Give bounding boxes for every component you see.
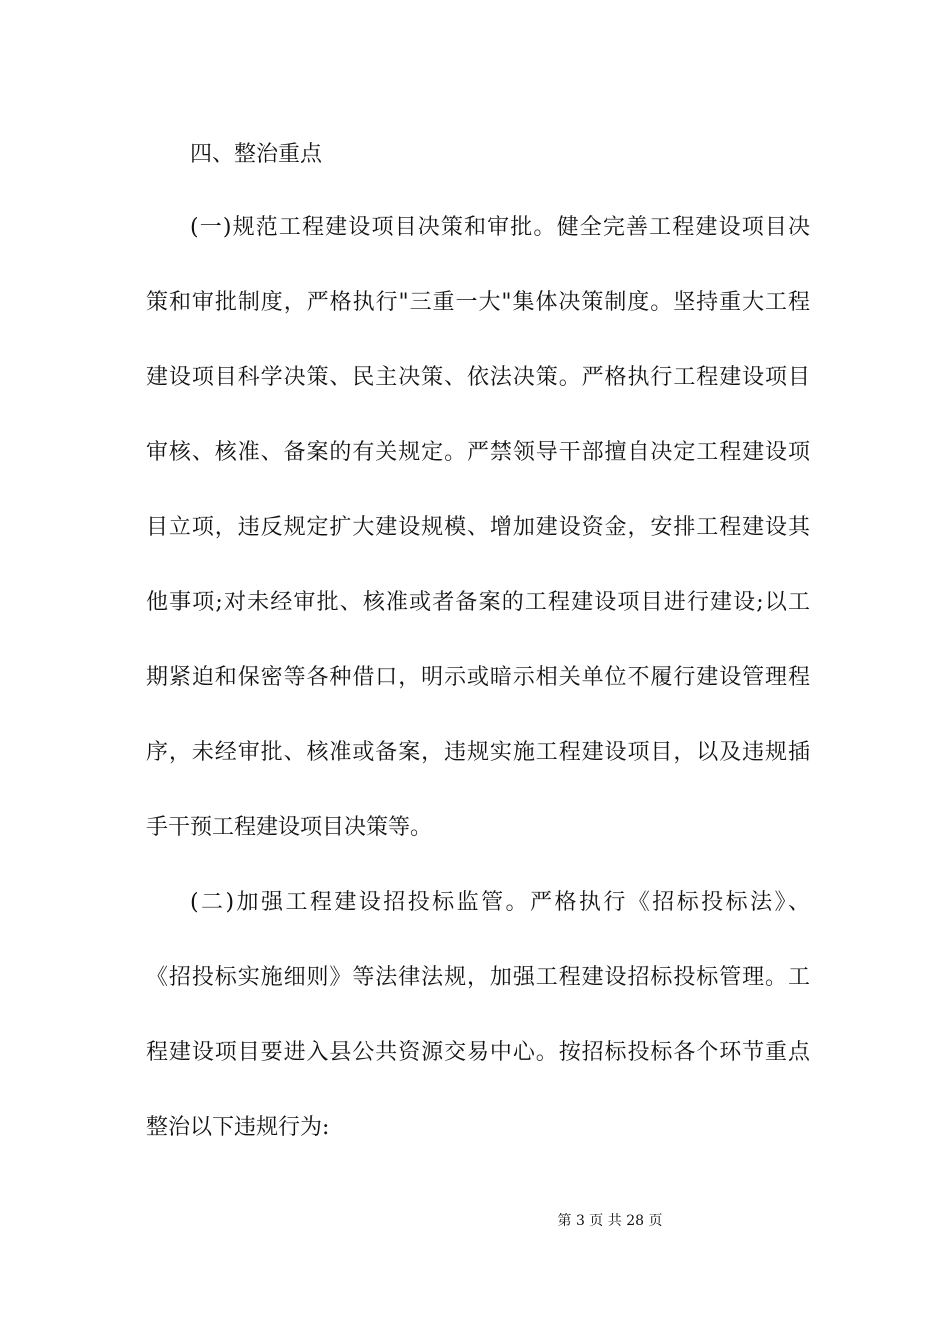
page-number: 第 3 页 共 28 页	[557, 1213, 663, 1229]
paragraph-line: 目立项，违反规定扩大建设规模、增加建设资金，安排工程建设其	[146, 515, 810, 540]
paragraph-line: (一)规范工程建设项目决策和审批。健全完善工程建设项目决	[190, 215, 810, 240]
paragraph-line: 整治以下违规行为:	[146, 1115, 330, 1140]
page-footer	[0, 1210, 950, 1230]
section-heading: 四、整治重点	[190, 142, 323, 167]
paragraph-line: 建设项目科学决策、民主决策、依法决策。严格执行工程建设项目	[146, 365, 810, 390]
paragraph-line: 手干预工程建设项目决策等。	[146, 815, 433, 840]
paragraph-line: 《招投标实施细则》等法律法规，加强工程建设招标投标管理。工	[146, 965, 810, 990]
paragraph-line: 程建设项目要进入县公共资源交易中心。按招标投标各个环节重点	[146, 1040, 810, 1065]
paragraph-line: 他事项;对未经审批、核准或者备案的工程建设项目进行建设;以工	[146, 590, 810, 615]
paragraph-line: 审核、核准、备案的有关规定。严禁领导干部擅自决定工程建设项	[146, 440, 810, 465]
paragraph-line: 序，未经审批、核准或备案，违规实施工程建设项目，以及违规插	[146, 740, 810, 765]
paragraph-line: 期紧迫和保密等各种借口，明示或暗示相关单位不履行建设管理程	[146, 665, 810, 690]
paragraph-line: 策和审批制度，严格执行"三重一大"集体决策制度。坚持重大工程	[146, 290, 810, 315]
paragraph-line: (二)加强工程建设招投标监管。严格执行《招标投标法》、	[190, 890, 810, 915]
